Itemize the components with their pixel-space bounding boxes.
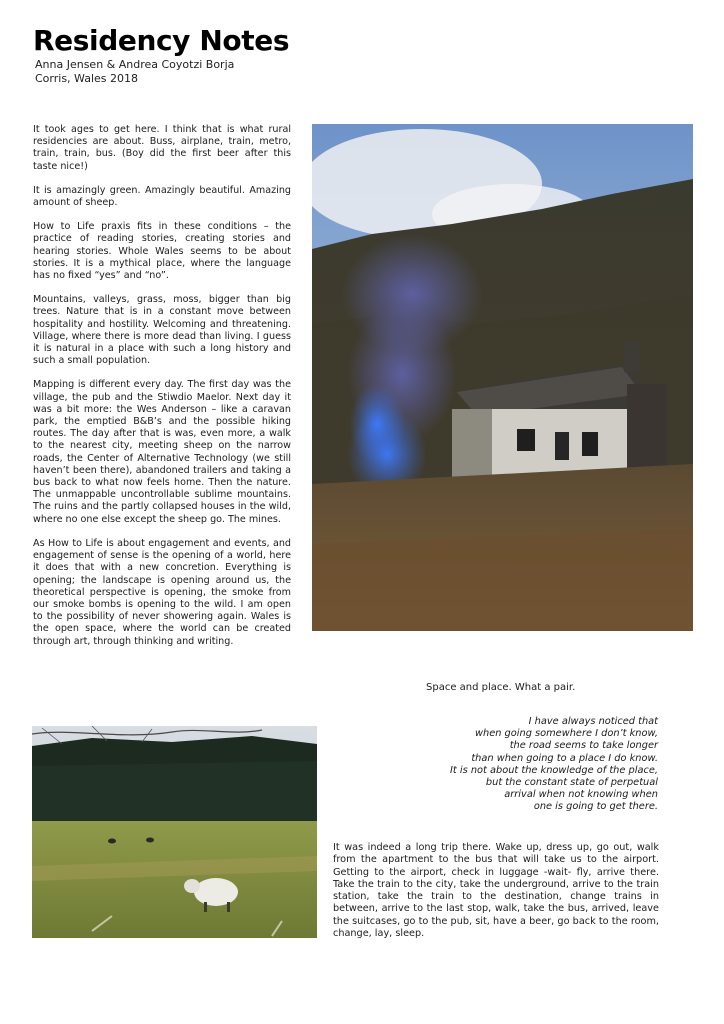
poem	[328, 716, 658, 814]
location-date: Corris, Wales 2018	[35, 72, 139, 85]
poem-line: arrival when not knowing when	[504, 789, 658, 801]
poem-line: I have always noticed that	[528, 716, 658, 727]
poem-line: one is going to get there.	[533, 801, 658, 813]
photo-ruined-cottage-blue-smoke	[312, 124, 693, 631]
page-title: Residency Notes	[33, 24, 290, 57]
poem-line: It is not about the knowledge of the place,	[450, 764, 658, 776]
poem-line: the road seems to take longer	[509, 740, 658, 752]
left-text-column	[33, 124, 291, 660]
trip-paragraph: It was indeed a long trip there. Wake up, dress up, go out, walk from the apartment to the bus that will take us to the airport. Getting to the airport, check in luggage -wait- fly, arrive there. Take the train to the city, take the underground, arrive to the train station, take the train to the destination, change trains in between, arrive to the last stop, walk, take the bus, arrived, leave the suitcases, go to the pub, sit, have a beer, go back to the room, change, lay, sleep.	[333, 842, 659, 940]
poem-line: than when going to a place I do know.	[471, 752, 658, 764]
poem-line: when going somewhere I don’t know,	[474, 728, 658, 740]
paragraph: It is amazingly green. Amazingly beautiful. Amazing amount of sheep.	[33, 184, 291, 209]
paragraph: Mapping is different every day. The first day was the village, the pub and the Stiwdio Maelor. Next day it was a bit more: the Wes Anderson – like a caravan park, the emptied B&B’s and the possible hiking routes. The day after that is was, even more, a walk to the nearest city, meeting sheep on the narrow roads, the Center of Alternative Technology (we still haven’t been there), abandoned trailers and taking a bus back to what now feels home. Then the nature. The unmappable uncontrollable sublime mountains. The ruins and the partly collapsed houses in the wild, where no one else except the sheep go. The mines.	[33, 379, 291, 525]
caption-space-and-place: Space and place. What a pair.	[426, 682, 576, 693]
paragraph: How to Life praxis fits in these conditions – the practice of reading stories, creating stories and hearing stories. Whole Wales seems to be about stories. It is a mythical place, where the language has no fixed “yes” and “no”.	[33, 221, 291, 282]
paragraph: It took ages to get here. I think that is what rural residencies are about. Buss, airplane, train, metro, train, train, bus. (Boy did the first beer after this taste nice!)	[33, 124, 291, 172]
poem-line: but the constant state of perpetual	[485, 777, 658, 789]
paragraph: As How to Life is about engagement and events, and engagement of sense is the opening of a world, here it does that with a new concretion. Everything is opening; the landscape is opening around us, the theoretical perspective is opening, the smoke from our smoke bombs is opening to the wild. I am open to the possibility of never showering again. Wales is the open space, where the world can be created through art, through thinking and writing.	[33, 537, 291, 647]
paragraph: Mountains, valleys, grass, moss, bigger than big trees. Nature that is in a constant move between hospitality and hostility. Welcoming and threatening. Village, where there is more dead than living. I guess it is natural in a place with such a long history and such a small population.	[33, 294, 291, 367]
photo-sheep-field	[32, 726, 317, 938]
authors: Anna Jensen & Andrea Coyotzi Borja	[35, 58, 235, 71]
